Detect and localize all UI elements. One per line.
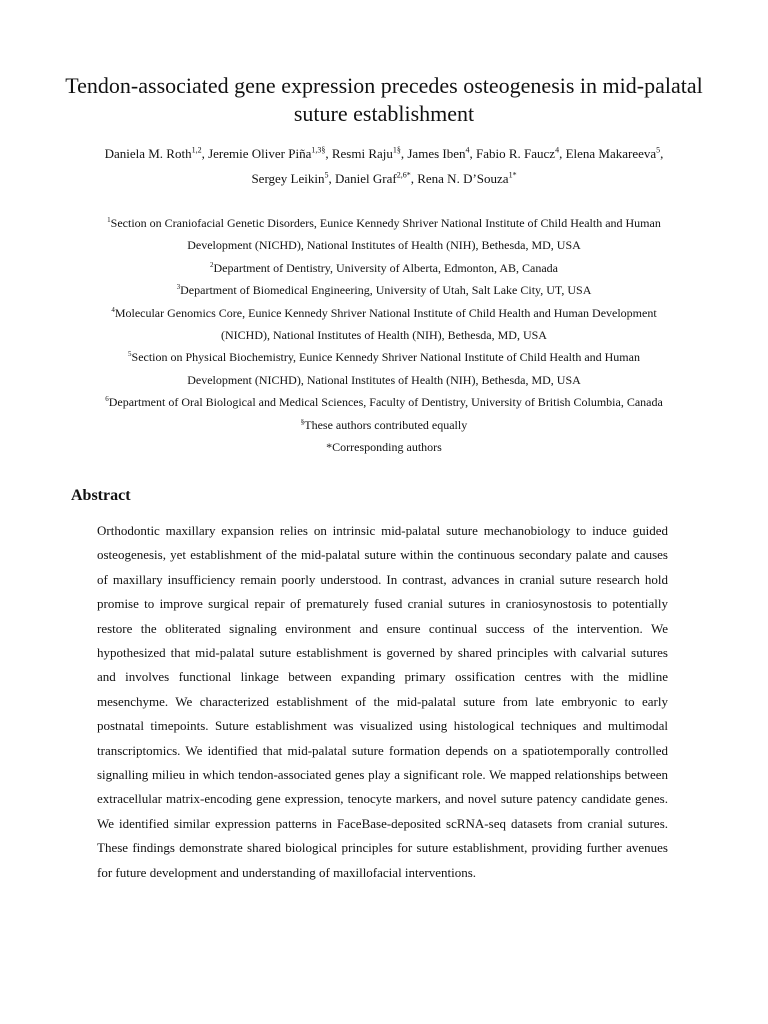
affiliation-line: Development (NICHD), National Institutes of Health (NIH), Bethesda, MD, USA	[187, 238, 581, 253]
author-list: Daniela M. Roth$^{1,2}$, Jeremie Oliver Piña$^{1,3\S}$, Resmi Raju$^{1\S}$, James Iben$^4$, Fabio R. Faucz$^4$, Elena Makareeva$^5$, Sergey Leikin$^5$, Daniel Graf$^{2,6*}$, Rena N. D’Souza$^{1*}$	[104, 145, 664, 186]
affiliation-line: $^3$Department of Biomedical Engineering, University of Utah, Salt Lake City, UT, USA	[176, 283, 592, 298]
abstract-text: Orthodontic maxillary expansion relies on intrinsic mid-palatal suture mechanobiology to induce guided osteogenesis, yet establishment of the mid-palatal suture within the continuous secondary palate and causes of maxillary insufficiency remain poorly understood. In contrast, advances in cranial suture research hold promise to improve surgical repair of prematurely fused cranial sutures in craniosynostosis to potentially restore the obliterated signaling environment and ensure continual success of the intervention. We hypothesized that mid-palatal suture establishment is governed by shared principles with calvarial sutures and involves functional linkage between expanding primary ossification centres with the midline mesenchyme. We characterized establishment of the mid-palatal suture from late embryonic to early postnatal timepoints. Suture establishment was visualized using histological techniques and multimodal transcriptomics. We identified that mid-palatal suture formation depends on a spatiotemporally controlled signalling milieu in which tendon-associated genes play a significant role. We mapped relationships between extracellular matrix-encoding gene expression, tenocyte markers, and novel suture patency candidate genes. We identified similar expression patterns in FaceBase-deposited scRNA-seq datasets from cranial sutures. These findings demonstrate shared biological principles for suture establishment, providing further avenues for future development and understanding of maxillofacial interventions.	[97, 523, 668, 880]
paper-title: Tendon-associated gene expression precedes osteogenesis in mid-palatal suture establishment	[65, 73, 703, 126]
author: Elena Makareeva$^5$	[565, 145, 661, 161]
abstract-heading: Abstract	[71, 487, 131, 504]
author: Daniel Graf$^{2,6*}$	[335, 170, 411, 186]
affiliation-line: Development (NICHD), National Institutes of Health (NIH), Bethesda, MD, USA	[187, 372, 581, 387]
author: Jeremie Oliver Piña$^{1,3\S}$	[208, 145, 326, 161]
author: James Iben$^4$	[407, 145, 470, 161]
affiliation-line: $^2$Department of Dentistry, University of Alberta, Edmonton, AB, Canada	[210, 260, 558, 275]
affiliation-line: $^4$Molecular Genomics Core, Eunice Kennedy Shriver National Institute of Child Health and Human Development	[111, 305, 657, 320]
equal-contribution-note: §These authors contributed equally	[300, 417, 468, 432]
author: Resmi Raju$^{1\S}$	[331, 145, 401, 161]
author: Daniela M. Roth$^{1,2}$	[104, 145, 202, 161]
affiliation-line: $^1$Section on Craniofacial Genetic Disorders, Eunice Kennedy Shriver National Institute of Child Health and Human	[107, 216, 661, 230]
affiliation-list	[60, 212, 708, 458]
affiliation-line: $^5$Section on Physical Biochemistry, Eunice Kennedy Shriver National Institute of Child Health and Human	[128, 350, 640, 365]
corresponding-authors-note: *Corresponding authors	[326, 439, 442, 454]
affiliation-line: $^6$Department of Oral Biological and Medical Sciences, Faculty of Dentistry, University of British Columbia, Canada	[105, 395, 663, 410]
author: Rena N. D’Souza$^{1*}$	[417, 170, 517, 186]
author: Sergey Leikin$^5$	[251, 170, 329, 186]
affiliation-line: (NICHD), National Institutes of Health (NIH), Bethesda, MD, USA	[221, 327, 547, 342]
author: Fabio R. Faucz$^4$	[476, 145, 560, 161]
